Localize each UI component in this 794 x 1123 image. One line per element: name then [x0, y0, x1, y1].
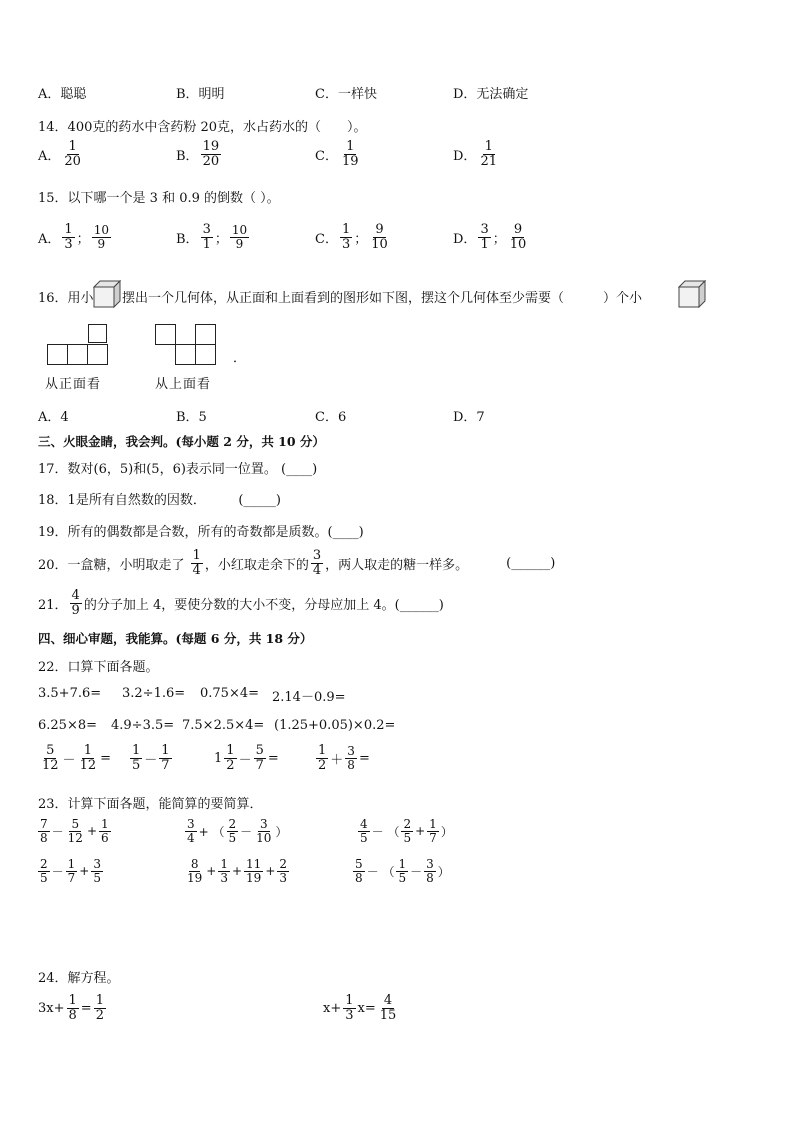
cube-icon: [93, 280, 121, 308]
q16-option-b: B．5: [176, 410, 207, 425]
front-view-label: 从正面看: [45, 377, 102, 392]
q22-fraction-expr: 1 $\frac{1}{2}$ － $\frac{5}{7}$ =: [214, 743, 279, 773]
q16-option-c: C．6: [315, 410, 347, 425]
q23-expr: $\frac{8}{19}$ + $\frac{1}{3}$ + $\frac{11}{19}$ + $\frac{2}{3}$: [187, 857, 288, 885]
top-view-label: 从上面看: [155, 377, 212, 392]
q22-item: 0.75×4=: [200, 686, 260, 701]
section-4-heading: 四、细心审题，我能算。(每题 6 分，共 18 分）: [38, 631, 313, 646]
q16-option-a: A．4: [38, 410, 69, 425]
q15-option-d: D． $\frac{3}{1}$ ； $\frac{9}{10}$: [453, 222, 527, 252]
q22-stem: 22．口算下面各题。: [38, 660, 159, 675]
q23-expr: $\frac{5}{8}$ － （ $\frac{1}{5}$ － $\frac{3}{8}$ ）: [355, 857, 450, 885]
q14-option-c: C． $\frac{1}{19}$: [315, 139, 359, 169]
q15-option-b: B． $\frac{3}{1}$ ； $\frac{10}{9}$: [176, 222, 248, 252]
q19: 19．所有的偶数都是合数，所有的奇数都是质数。(____): [38, 525, 364, 540]
q16-figure-dot: ．: [233, 351, 247, 366]
front-view-figure: [47, 324, 109, 366]
q24-stem: 24．解方程。: [38, 971, 120, 986]
q22-item: 7.5×2.5×4=: [182, 718, 265, 733]
q13-option-d: D．无法确定: [453, 87, 529, 102]
q22-fraction-expr: $\frac{5}{12}$ － $\frac{1}{12}$ =: [42, 743, 112, 773]
section-3-heading: 三、火眼金睛，我会判。(每小题 2 分，共 10 分）: [38, 434, 325, 449]
q23-stem: 23．计算下面各题，能简算的要简算．: [38, 797, 263, 812]
q16-stem-rest: 摆出一个几何体，从正面和上面看到的图形如下图，摆这个几何体至少需要（ ）个小: [122, 291, 643, 306]
q13-option-b: B．明明: [176, 87, 225, 102]
cube-icon: [678, 280, 706, 308]
q17: 17．数对(6，5)和(5，6)表示同一位置。 (____): [38, 462, 318, 477]
q14-option-b: B． $\frac{19}{20}$: [176, 139, 220, 169]
q23-expr: $\frac{2}{5}$ － $\frac{1}{7}$ + $\frac{3}{5}$: [40, 857, 101, 885]
q24-equation-1: 3x+ $\frac{1}{8}$ = $\frac{1}{2}$: [38, 993, 104, 1023]
q15-option-a: A． $\frac{1}{3}$ ； $\frac{10}{9}$: [38, 222, 109, 252]
q16-stem-start: 16．用小: [38, 291, 94, 306]
q24-equation-2: x+ $\frac{1}{3}$ x= $\frac{4}{15}$: [323, 993, 397, 1023]
q15-stem: 15．以下哪一个是 3 和 0.9 的倒数（ ）。: [38, 191, 280, 206]
q22-item: 6.25×8=: [38, 718, 98, 733]
q21: 21． $\frac{4}{9}$ 的分子加上 4，要使分数的大小不变，分母应加上 4。(______): [38, 588, 444, 618]
q22-item: 3.5+7.6=: [38, 686, 102, 701]
q22-item: 3.2÷1.6=: [122, 686, 186, 701]
q15-option-c: C． $\frac{1}{3}$ ； $\frac{9}{10}$: [315, 222, 388, 252]
q18: 18．1是所有自然数的因数． (_____): [38, 493, 281, 508]
q14-option-d: D． $\frac{1}{21}$: [453, 139, 497, 169]
q14-option-a: A． $\frac{1}{20}$: [38, 139, 81, 169]
q20: 20．一盒糖，小明取走了 $\frac{1}{4}$ ，小红取走余下的 $\frac{3}{4}$ ，两人取走的糖一样多。 (______): [38, 548, 556, 578]
top-view-figure: [155, 324, 217, 366]
q22-item: 2.14－0.9=: [272, 690, 346, 705]
q23-expr: $\frac{4}{5}$ － （ $\frac{2}{5}$ + $\frac{1}{7}$ ）: [360, 817, 453, 845]
q16-option-d: D．7: [453, 410, 485, 425]
q13-option-a: A．聪聪: [38, 87, 87, 102]
q22-item: (1.25+0.05)×0.2=: [274, 718, 396, 733]
q23-expr: $\frac{7}{8}$ － $\frac{5}{12}$ + $\frac{1}{6}$: [40, 817, 109, 845]
q22-item: 4.9÷3.5=: [111, 718, 175, 733]
q22-fraction-expr: $\frac{1}{2}$ ＋ $\frac{3}{8}$ =: [318, 743, 370, 773]
q23-expr: $\frac{3}{4}$ + （ $\frac{2}{5}$ － $\frac{3}{10}$ ）: [187, 817, 288, 845]
q14-stem: 14．400克的药水中含药粉 20克，水占药水的（ ）。: [38, 120, 367, 135]
q13-option-c: C．一样快: [315, 87, 377, 102]
q22-fraction-expr: $\frac{1}{5}$ － $\frac{1}{7}$: [132, 743, 170, 773]
